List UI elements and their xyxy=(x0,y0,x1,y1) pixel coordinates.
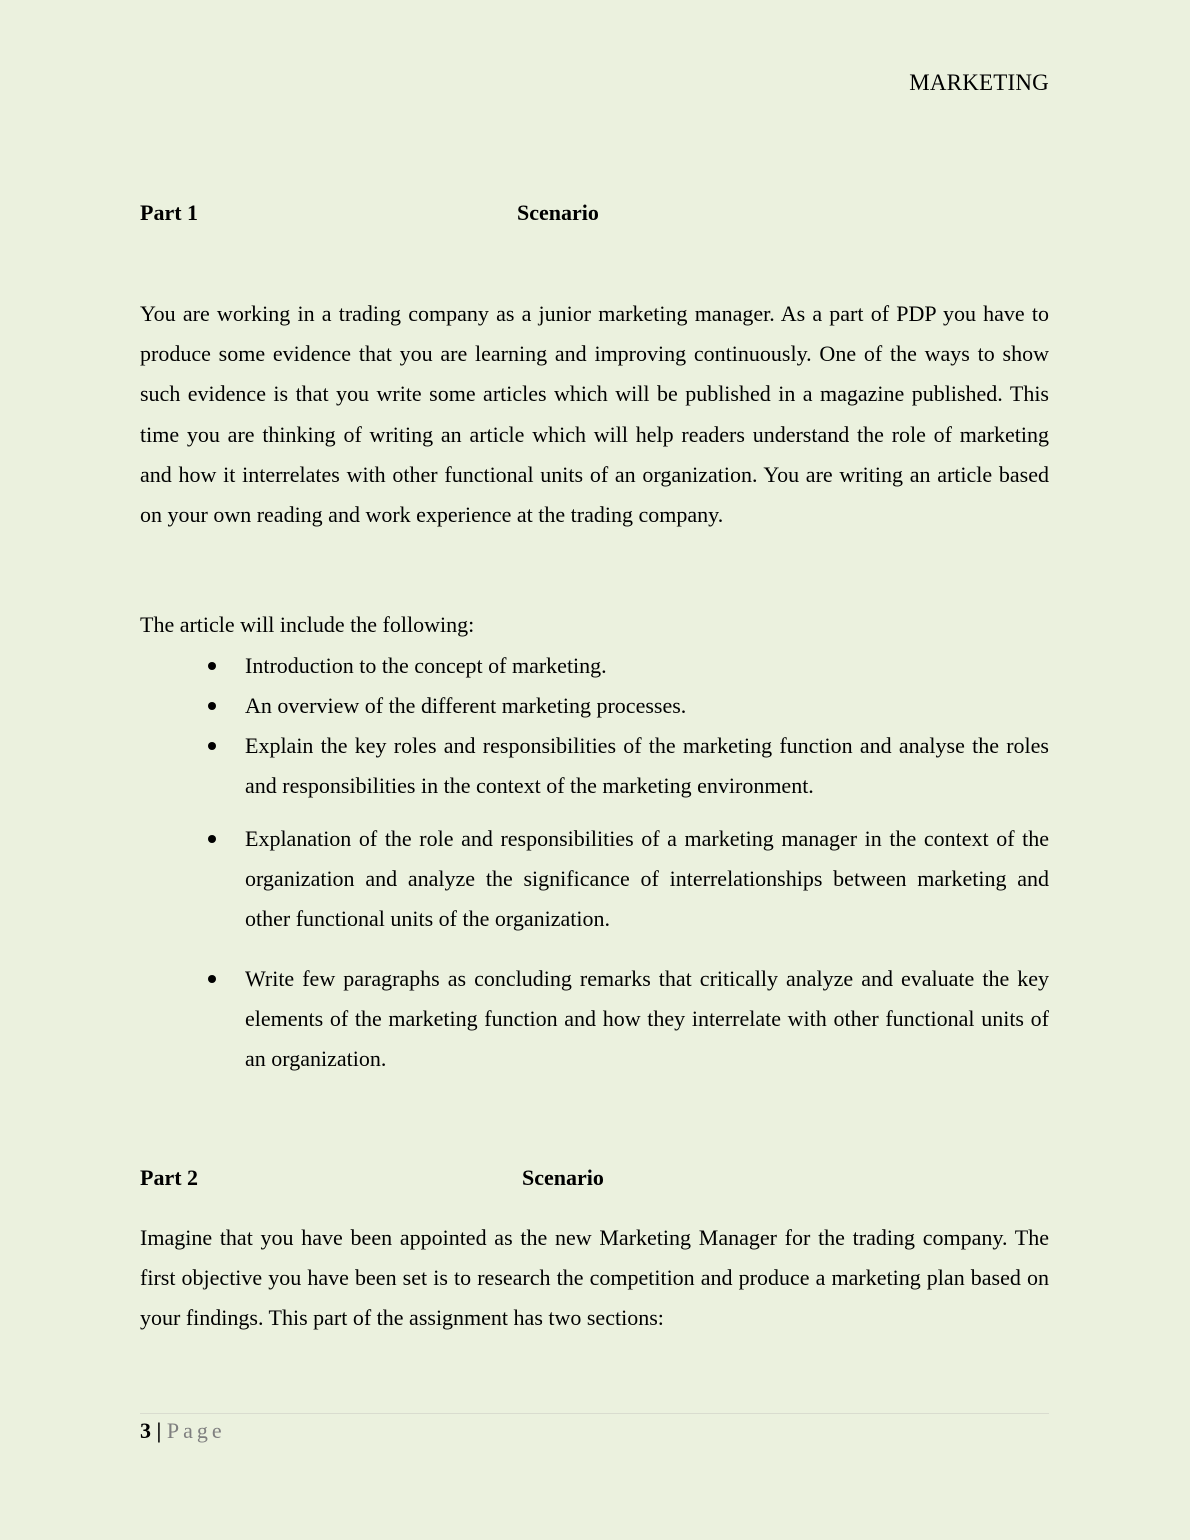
bullet-item xyxy=(245,819,1049,940)
part1-intro-paragraph: You are working in a trading company as a junior marketing manager. As a part of PDP you have to produce some evidence that you are learning and improving continuously. One of the ways to show such evidence is that you write some articles which will be published in a magazine published. This time you are thinking of writing an article which will help readers understand the role of marketing and how it interrelates with other functional units of an organization. You are writing an article based on your own reading and work experience at the trading company. xyxy=(140,301,1049,528)
part1-label: Part 1 xyxy=(140,200,199,225)
bullet-item xyxy=(245,646,1049,686)
bullet-text: Introduction to the concept of marketing. xyxy=(245,653,607,678)
bullet-dot-icon xyxy=(208,835,216,843)
bullet-text: Write few paragraphs as concluding remarks that critically analyze and evaluate the key elements of the marketing function and how they interrelate with other functional units of an organization. xyxy=(245,966,1049,1072)
bullet-text: Explanation of the role and responsibilities of a marketing manager in the context of the organization and analyze the significance of interrelationships between marketing and other functional units of the organization. xyxy=(245,826,1049,932)
part1-list-intro: The article will include the following: xyxy=(140,612,475,637)
page-number: 3 xyxy=(140,1418,151,1443)
bullet-text: Explain the key roles and responsibilities of the marketing function and analyse the roles and responsibilities in the context of the marketing environment. xyxy=(245,733,1049,799)
bullet-dot-icon xyxy=(208,702,216,710)
footer-separator: | xyxy=(156,1418,162,1443)
part2-scenario-label: Scenario xyxy=(522,1165,604,1190)
page-label: Page xyxy=(166,1418,226,1443)
bullet-text: An overview of the different marketing processes. xyxy=(245,693,687,718)
bullet-dot-icon xyxy=(208,975,216,983)
bullet-dot-icon xyxy=(208,742,216,750)
document-page xyxy=(140,0,1049,1540)
bullet-item xyxy=(245,726,1049,806)
bullet-item xyxy=(245,959,1049,1080)
part1-scenario-label: Scenario xyxy=(517,200,599,225)
header-title: MARKETING xyxy=(909,70,1049,95)
page-footer xyxy=(140,1416,226,1446)
footer-divider xyxy=(140,1413,1049,1414)
bullet-item xyxy=(245,686,1049,726)
bullet-dot-icon xyxy=(208,662,216,670)
part2-intro-paragraph: Imagine that you have been appointed as the new Marketing Manager for the trading company. The first objective you have been set is to research the competition and produce a marketing plan based on your findings. This part of the assignment has two sections: xyxy=(140,1225,1049,1331)
part2-label: Part 2 xyxy=(140,1165,199,1190)
